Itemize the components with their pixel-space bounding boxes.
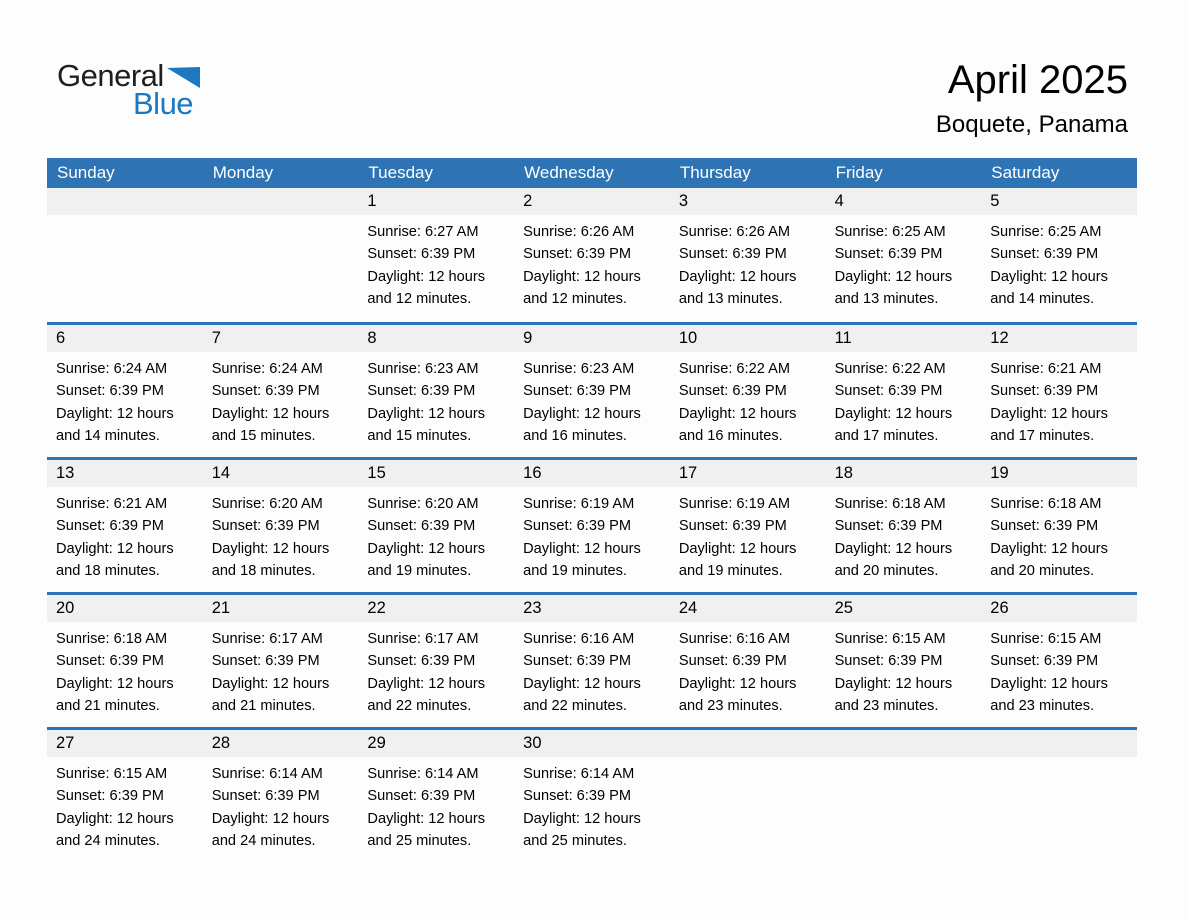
daylight-text-line1: Daylight: 12 hours	[56, 405, 174, 422]
daylight-text-line1: Daylight: 12 hours	[678, 675, 797, 692]
sunset-text: Sunset: 6:39 PM	[990, 518, 1099, 535]
daylight-text-line1: Daylight: 12 hours	[367, 268, 486, 285]
daylight-text-line1: Daylight: 12 hours	[367, 540, 486, 557]
empty-cell	[47, 188, 203, 322]
empty-cell	[670, 730, 826, 862]
sunrise-text: Sunrise: 6:14 AM	[211, 766, 323, 782]
day-details	[203, 622, 359, 718]
sunset-text: Sunset: 6:39 PM	[990, 383, 1099, 400]
daylight-text-line2: and 19 minutes.	[678, 563, 783, 580]
day-number: 1	[358, 188, 514, 215]
daylight-text-line1: Daylight: 12 hours	[56, 540, 174, 557]
sunrise-text: Sunrise: 6:26 AM	[678, 224, 790, 240]
day-details	[203, 352, 359, 448]
day-number: 14	[203, 460, 359, 487]
empty-band	[826, 730, 982, 757]
day-details	[981, 622, 1137, 718]
weekday-sunday: Sunday	[57, 163, 115, 182]
day-details	[670, 215, 826, 311]
day-cell-16	[514, 460, 670, 592]
empty-band	[670, 730, 826, 757]
sunrise-text: Sunrise: 6:24 AM	[211, 361, 323, 377]
daylight-text-line2: and 24 minutes.	[56, 833, 160, 850]
day-details	[203, 487, 359, 583]
daylight-text-line1: Daylight: 12 hours	[990, 675, 1108, 692]
sunset-text: Sunset: 6:39 PM	[367, 246, 476, 263]
day-cell-5	[981, 188, 1137, 322]
day-details	[514, 215, 670, 311]
daylight-text-line1: Daylight: 12 hours	[834, 540, 953, 557]
daylight-text-line1: Daylight: 12 hours	[834, 675, 953, 692]
daylight-text-line1: Daylight: 12 hours	[678, 405, 797, 422]
daylight-text-line2: and 15 minutes.	[367, 428, 472, 445]
day-cell-29	[358, 730, 514, 862]
daylight-text-line1: Daylight: 12 hours	[990, 405, 1108, 422]
day-cell-30	[514, 730, 670, 862]
daylight-text-line2: and 17 minutes.	[990, 428, 1095, 445]
sunset-text: Sunset: 6:39 PM	[56, 788, 164, 805]
week-row-1	[47, 188, 1137, 322]
sunrise-text: Sunrise: 6:25 AM	[990, 224, 1102, 240]
sunset-text: Sunset: 6:39 PM	[523, 383, 632, 400]
empty-cell	[981, 730, 1137, 862]
sunset-text: Sunset: 6:39 PM	[367, 788, 476, 805]
day-cell-4	[826, 188, 982, 322]
daylight-text-line2: and 24 minutes.	[211, 833, 316, 850]
day-cell-17	[670, 460, 826, 592]
day-cell-26	[981, 595, 1137, 727]
sunrise-text: Sunrise: 6:23 AM	[367, 361, 479, 377]
sunrise-text: Sunrise: 6:23 AM	[523, 361, 635, 377]
sunset-text: Sunset: 6:39 PM	[834, 518, 943, 535]
day-cell-18	[826, 460, 982, 592]
day-number: 26	[981, 595, 1137, 622]
sunset-text: Sunset: 6:39 PM	[678, 653, 787, 670]
day-number: 6	[47, 325, 203, 352]
sunset-text: Sunset: 6:39 PM	[834, 653, 943, 670]
daylight-text-line1: Daylight: 12 hours	[523, 675, 641, 692]
sunrise-text: Sunrise: 6:17 AM	[367, 631, 479, 647]
daylight-text-line2: and 16 minutes.	[523, 428, 627, 445]
daylight-text-line1: Daylight: 12 hours	[56, 810, 174, 827]
day-number: 21	[203, 595, 359, 622]
day-cell-23	[514, 595, 670, 727]
sunset-text: Sunset: 6:39 PM	[523, 653, 632, 670]
empty-cell	[826, 730, 982, 862]
day-cell-1	[358, 188, 514, 322]
sunrise-text: Sunrise: 6:15 AM	[56, 766, 168, 782]
daylight-text-line1: Daylight: 12 hours	[211, 810, 330, 827]
day-details	[514, 487, 670, 583]
day-cell-15	[358, 460, 514, 592]
daylight-text-line2: and 14 minutes.	[990, 291, 1095, 308]
day-details	[514, 622, 670, 718]
daylight-text-line2: and 22 minutes.	[367, 698, 472, 715]
day-details	[981, 487, 1137, 583]
daylight-text-line2: and 20 minutes.	[834, 563, 939, 580]
sunrise-text: Sunrise: 6:25 AM	[834, 224, 946, 240]
daylight-text-line2: and 23 minutes.	[678, 698, 783, 715]
daylight-text-line2: and 19 minutes.	[367, 563, 472, 580]
daylight-text-line2: and 19 minutes.	[523, 563, 627, 580]
day-number: 7	[203, 325, 359, 352]
sunrise-text: Sunrise: 6:16 AM	[678, 631, 790, 647]
page-title: April 2025	[947, 58, 1128, 102]
daylight-text-line2: and 25 minutes.	[367, 833, 472, 850]
day-cell-7	[203, 325, 359, 457]
day-cell-25	[826, 595, 982, 727]
day-number: 25	[826, 595, 982, 622]
logo-text-general: General	[57, 58, 164, 93]
weekday-monday: Monday	[212, 163, 274, 182]
sunset-text: Sunset: 6:39 PM	[367, 383, 476, 400]
sunset-text: Sunset: 6:39 PM	[211, 788, 320, 805]
daylight-text-line1: Daylight: 12 hours	[678, 268, 797, 285]
sunrise-text: Sunrise: 6:21 AM	[990, 361, 1102, 377]
day-cell-28	[203, 730, 359, 862]
sunrise-text: Sunrise: 6:20 AM	[367, 496, 479, 512]
day-cell-21	[203, 595, 359, 727]
day-cell-12	[981, 325, 1137, 457]
day-number: 28	[203, 730, 359, 757]
day-details	[358, 352, 514, 448]
daylight-text-line2: and 18 minutes.	[56, 563, 160, 580]
sunrise-text: Sunrise: 6:22 AM	[834, 361, 946, 377]
daylight-text-line1: Daylight: 12 hours	[834, 405, 953, 422]
sunset-text: Sunset: 6:39 PM	[678, 383, 787, 400]
day-details	[514, 757, 670, 853]
sunset-text: Sunset: 6:39 PM	[990, 653, 1099, 670]
daylight-text-line2: and 16 minutes.	[678, 428, 783, 445]
day-number: 23	[514, 595, 670, 622]
day-number: 29	[358, 730, 514, 757]
sunset-text: Sunset: 6:39 PM	[834, 246, 943, 263]
sunrise-text: Sunrise: 6:18 AM	[990, 496, 1102, 512]
day-number: 19	[981, 460, 1137, 487]
sunset-text: Sunset: 6:39 PM	[367, 653, 476, 670]
daylight-text-line1: Daylight: 12 hours	[523, 405, 641, 422]
sunrise-text: Sunrise: 6:14 AM	[367, 766, 479, 782]
day-cell-8	[358, 325, 514, 457]
daylight-text-line1: Daylight: 12 hours	[211, 675, 330, 692]
weekday-header-row	[47, 158, 1137, 188]
weekday-tuesday: Tuesday	[368, 163, 433, 182]
daylight-text-line1: Daylight: 12 hours	[990, 540, 1108, 557]
day-details	[358, 487, 514, 583]
daylight-text-line2: and 21 minutes.	[56, 698, 160, 715]
sunset-text: Sunset: 6:39 PM	[990, 246, 1099, 263]
day-details	[47, 487, 203, 583]
sunset-text: Sunset: 6:39 PM	[56, 383, 164, 400]
general-blue-logo	[57, 60, 277, 119]
day-cell-3	[670, 188, 826, 322]
day-number: 15	[358, 460, 514, 487]
day-number: 22	[358, 595, 514, 622]
daylight-text-line1: Daylight: 12 hours	[56, 675, 174, 692]
daylight-text-line1: Daylight: 12 hours	[211, 405, 330, 422]
sunset-text: Sunset: 6:39 PM	[56, 518, 164, 535]
calendar-table	[47, 158, 1137, 862]
daylight-text-line1: Daylight: 12 hours	[523, 540, 641, 557]
day-number: 10	[670, 325, 826, 352]
day-details	[203, 757, 359, 853]
day-details	[47, 352, 203, 448]
weekday-thursday: Thursday	[679, 163, 751, 182]
sunrise-text: Sunrise: 6:24 AM	[56, 361, 168, 377]
day-cell-22	[358, 595, 514, 727]
daylight-text-line1: Daylight: 12 hours	[367, 405, 486, 422]
sunrise-text: Sunrise: 6:22 AM	[678, 361, 790, 377]
daylight-text-line2: and 17 minutes.	[834, 428, 939, 445]
day-cell-2	[514, 188, 670, 322]
weekday-wednesday: Wednesday	[524, 163, 614, 182]
daylight-text-line2: and 21 minutes.	[211, 698, 316, 715]
day-cell-20	[47, 595, 203, 727]
weekday-friday: Friday	[835, 163, 883, 182]
sunrise-text: Sunrise: 6:18 AM	[834, 496, 946, 512]
daylight-text-line1: Daylight: 12 hours	[211, 540, 330, 557]
day-number: 5	[981, 188, 1137, 215]
sunrise-text: Sunrise: 6:19 AM	[523, 496, 635, 512]
daylight-text-line2: and 25 minutes.	[523, 833, 627, 850]
sunrise-text: Sunrise: 6:14 AM	[523, 766, 635, 782]
daylight-text-line2: and 18 minutes.	[211, 563, 316, 580]
day-cell-14	[203, 460, 359, 592]
day-details	[826, 622, 982, 718]
empty-cell	[203, 188, 359, 322]
sunset-text: Sunset: 6:39 PM	[678, 246, 787, 263]
daylight-text-line1: Daylight: 12 hours	[367, 675, 486, 692]
sunset-text: Sunset: 6:39 PM	[523, 788, 632, 805]
day-number: 16	[514, 460, 670, 487]
day-details	[670, 352, 826, 448]
day-details	[47, 757, 203, 853]
daylight-text-line2: and 14 minutes.	[56, 428, 160, 445]
sunset-text: Sunset: 6:39 PM	[211, 518, 320, 535]
day-cell-19	[981, 460, 1137, 592]
day-number: 4	[826, 188, 982, 215]
day-details	[47, 622, 203, 718]
sunrise-text: Sunrise: 6:16 AM	[523, 631, 635, 647]
day-details	[514, 352, 670, 448]
title-block	[936, 58, 1128, 139]
daylight-text-line2: and 13 minutes.	[834, 291, 939, 308]
day-details	[826, 215, 982, 311]
day-details	[358, 215, 514, 311]
sunset-text: Sunset: 6:39 PM	[211, 653, 320, 670]
daylight-text-line1: Daylight: 12 hours	[523, 268, 641, 285]
day-cell-27	[47, 730, 203, 862]
weekday-saturday: Saturday	[991, 163, 1060, 182]
daylight-text-line1: Daylight: 12 hours	[990, 268, 1108, 285]
sunrise-text: Sunrise: 6:20 AM	[211, 496, 323, 512]
daylight-text-line2: and 23 minutes.	[990, 698, 1095, 715]
day-details	[981, 352, 1137, 448]
daylight-text-line1: Daylight: 12 hours	[523, 810, 641, 827]
day-cell-9	[514, 325, 670, 457]
day-details	[826, 352, 982, 448]
daylight-text-line2: and 15 minutes.	[211, 428, 316, 445]
day-details	[981, 215, 1137, 311]
day-number: 2	[514, 188, 670, 215]
day-number: 8	[358, 325, 514, 352]
day-number: 27	[47, 730, 203, 757]
daylight-text-line2: and 20 minutes.	[990, 563, 1095, 580]
day-number: 17	[670, 460, 826, 487]
empty-band	[203, 188, 359, 215]
week-row-2	[47, 322, 1137, 457]
day-number: 11	[826, 325, 982, 352]
day-details	[670, 487, 826, 583]
day-number: 12	[981, 325, 1137, 352]
sunrise-text: Sunrise: 6:19 AM	[678, 496, 790, 512]
logo-triangle-icon	[167, 67, 200, 88]
day-number: 20	[47, 595, 203, 622]
sunset-text: Sunset: 6:39 PM	[678, 518, 787, 535]
sunrise-text: Sunrise: 6:15 AM	[990, 631, 1102, 647]
logo-text-blue: Blue	[133, 86, 194, 121]
daylight-text-line2: and 22 minutes.	[523, 698, 627, 715]
sunrise-text: Sunrise: 6:26 AM	[523, 224, 635, 240]
sunset-text: Sunset: 6:39 PM	[367, 518, 476, 535]
day-details	[826, 487, 982, 583]
day-number: 18	[826, 460, 982, 487]
sunset-text: Sunset: 6:39 PM	[834, 383, 943, 400]
daylight-text-line2: and 23 minutes.	[834, 698, 939, 715]
sunrise-text: Sunrise: 6:21 AM	[56, 496, 168, 512]
daylight-text-line2: and 13 minutes.	[678, 291, 783, 308]
daylight-text-line1: Daylight: 12 hours	[834, 268, 953, 285]
sunrise-text: Sunrise: 6:17 AM	[211, 631, 323, 647]
day-cell-24	[670, 595, 826, 727]
day-cell-6	[47, 325, 203, 457]
day-details	[358, 757, 514, 853]
day-cell-10	[670, 325, 826, 457]
sunset-text: Sunset: 6:39 PM	[523, 518, 632, 535]
day-number: 9	[514, 325, 670, 352]
sunset-text: Sunset: 6:39 PM	[523, 246, 632, 263]
day-cell-11	[826, 325, 982, 457]
day-number: 3	[670, 188, 826, 215]
sunrise-text: Sunrise: 6:18 AM	[56, 631, 168, 647]
day-number: 13	[47, 460, 203, 487]
calendar-body	[47, 188, 1137, 862]
day-details	[670, 622, 826, 718]
daylight-text-line2: and 12 minutes.	[367, 291, 472, 308]
week-row-5	[47, 727, 1137, 862]
sunrise-text: Sunrise: 6:15 AM	[834, 631, 946, 647]
day-number: 30	[514, 730, 670, 757]
day-number: 24	[670, 595, 826, 622]
daylight-text-line1: Daylight: 12 hours	[678, 540, 797, 557]
sunset-text: Sunset: 6:39 PM	[56, 653, 164, 670]
sunset-text: Sunset: 6:39 PM	[211, 383, 320, 400]
daylight-text-line2: and 12 minutes.	[523, 291, 627, 308]
week-row-4	[47, 592, 1137, 727]
empty-band	[981, 730, 1137, 757]
sunrise-text: Sunrise: 6:27 AM	[367, 224, 479, 240]
page-location: Boquete, Panama	[935, 111, 1128, 138]
daylight-text-line1: Daylight: 12 hours	[367, 810, 486, 827]
week-row-3	[47, 457, 1137, 592]
day-details	[358, 622, 514, 718]
day-cell-13	[47, 460, 203, 592]
empty-band	[47, 188, 203, 215]
